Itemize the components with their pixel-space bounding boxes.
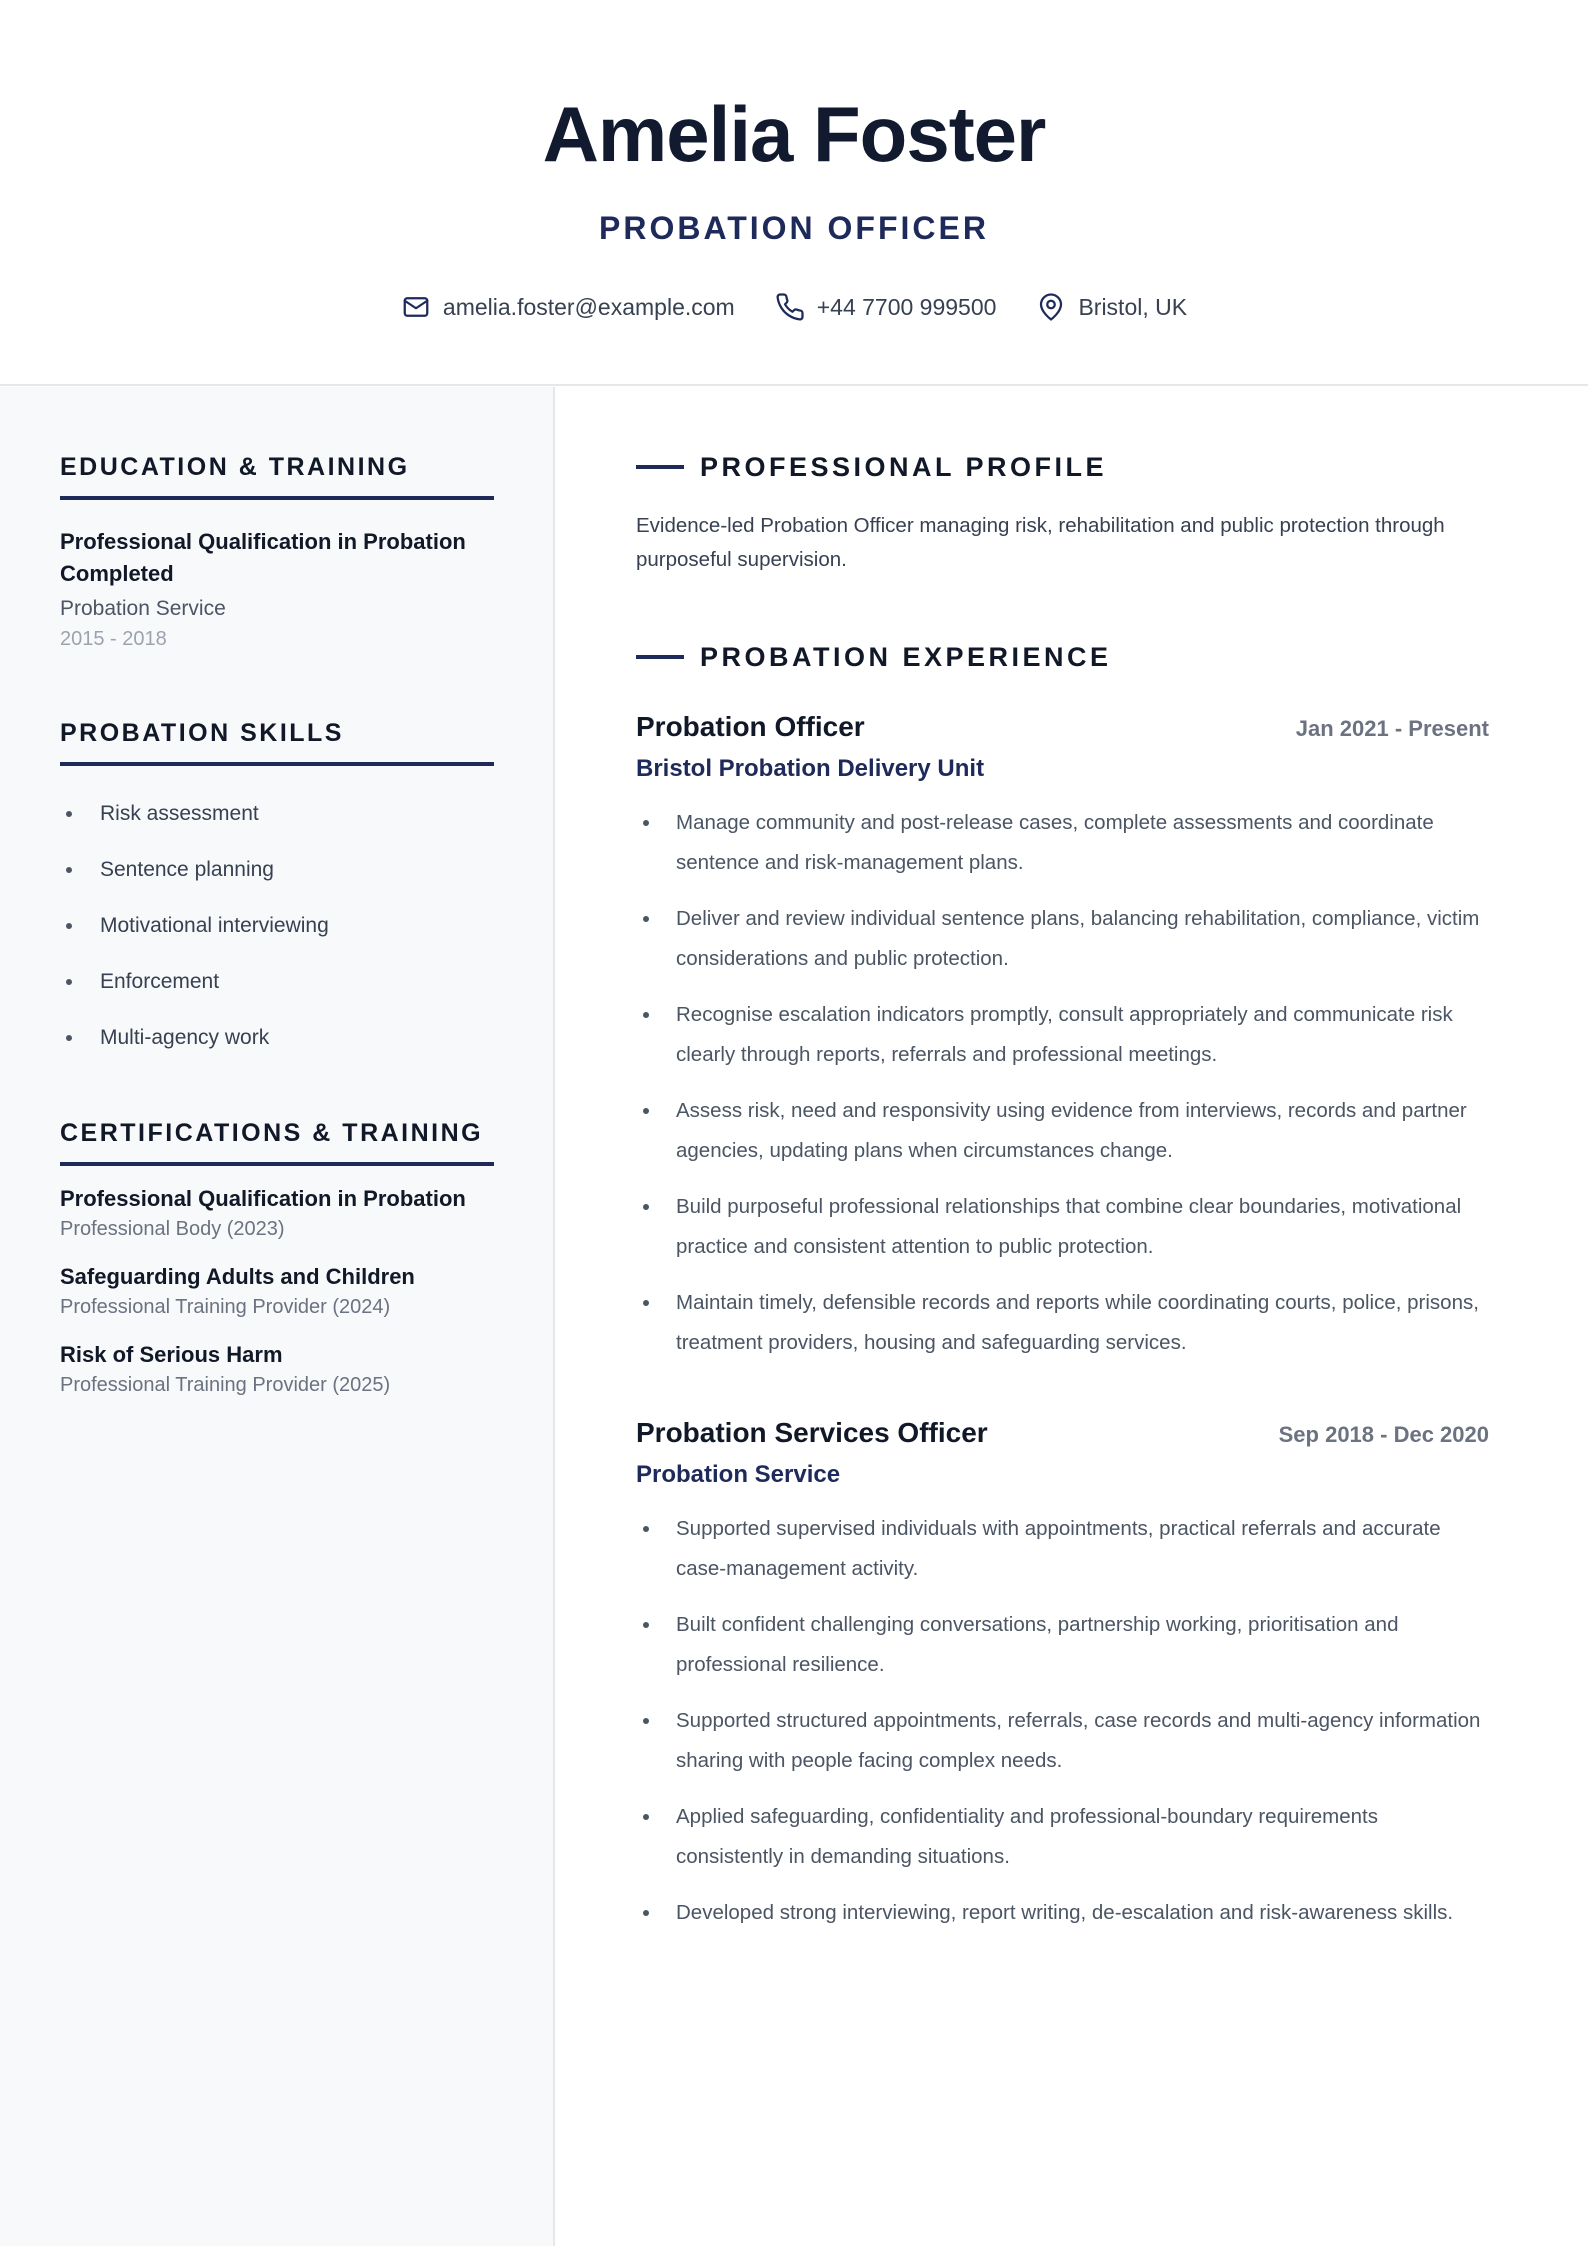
certification-org: Professional Body (2023) xyxy=(60,1218,285,1240)
job-bullets xyxy=(636,1509,1489,1933)
list-item xyxy=(636,803,1489,883)
email-text: amelia.foster@example.com xyxy=(442,294,735,320)
list-item xyxy=(636,899,1489,979)
job-entry xyxy=(636,707,1489,1379)
profile-heading-text: PROFESSIONAL PROFILE xyxy=(700,452,1108,482)
bullet-text: Supported supervised individuals with appointments, practical referrals and accurate case-management activity. xyxy=(676,1517,1441,1580)
bullet-icon xyxy=(643,916,649,922)
heading-bar xyxy=(636,655,684,659)
education-section xyxy=(60,450,494,654)
bullet-text: Recognise escalation indicators promptly, consult appropriately and communicate risk clearly through reports, referrals and professional meetings. xyxy=(676,1003,1453,1066)
bullet-icon xyxy=(643,820,649,826)
list-item xyxy=(636,1893,1489,1933)
certification-item xyxy=(60,1184,494,1244)
certification-item xyxy=(60,1262,494,1322)
certification-name: Professional Qualification in Probation xyxy=(60,1186,466,1211)
main-content xyxy=(557,387,1588,2246)
list-item xyxy=(60,786,494,842)
resume-header xyxy=(0,0,1588,386)
bullet-icon xyxy=(66,867,72,873)
bullet-icon xyxy=(643,1204,649,1210)
contact-phone[interactable] xyxy=(775,290,997,324)
job-company: Probation Service xyxy=(636,1461,841,1488)
list-item xyxy=(636,1701,1489,1781)
certification-name: Risk of Serious Harm xyxy=(60,1342,283,1367)
list-item xyxy=(636,1283,1489,1363)
bullet-icon xyxy=(643,1910,649,1916)
bullet-icon xyxy=(66,923,72,929)
list-item xyxy=(60,842,494,898)
profile-text: Evidence-led Probation Officer managing risk, rehabilitation and public protection through purposeful supervision. xyxy=(636,514,1445,571)
bullet-icon xyxy=(643,1622,649,1628)
job-title: Probation Officer xyxy=(636,711,865,742)
bullet-icon xyxy=(643,1300,649,1306)
skills-heading: PROBATION SKILLS xyxy=(60,716,494,766)
list-item xyxy=(636,995,1489,1075)
bullet-icon xyxy=(66,979,72,985)
education-degree: Professional Qualification in Probation Completed xyxy=(60,529,466,586)
education-heading: EDUCATION & TRAINING xyxy=(60,450,494,500)
certification-org: Professional Training Provider (2025) xyxy=(60,1374,391,1396)
bullet-text: Supported structured appointments, referrals, case records and multi-agency information sharing with people facing complex needs. xyxy=(676,1709,1481,1772)
phone-icon xyxy=(775,292,805,322)
skill-text: Motivational interviewing xyxy=(100,914,329,937)
bullet-text: Applied safeguarding, confidentiality and professional-boundary requirements consistently in demanding situations. xyxy=(676,1805,1378,1868)
bullet-text: Build purposeful professional relationships that combine clear boundaries, motivational practice and consistent attention to public protection. xyxy=(676,1195,1462,1258)
experience-heading-text: PROBATION EXPERIENCE xyxy=(700,642,1112,672)
bullet-text: Deliver and review individual sentence plans, balancing rehabilitation, compliance, victim considerations and public protection. xyxy=(676,907,1480,970)
bullet-icon xyxy=(643,1012,649,1018)
profile-heading xyxy=(636,449,1107,485)
bullet-text: Developed strong interviewing, report writing, de-escalation and risk-awareness skills. xyxy=(676,1901,1454,1924)
bullet-icon xyxy=(66,811,72,817)
skill-text: Sentence planning xyxy=(100,858,274,881)
location-pin-icon xyxy=(1036,292,1066,322)
job-bullets xyxy=(636,803,1489,1363)
skill-text: Multi-agency work xyxy=(100,1026,270,1049)
job-company: Bristol Probation Delivery Unit xyxy=(636,755,985,782)
list-item xyxy=(636,1509,1489,1589)
certification-item xyxy=(60,1340,494,1400)
contact-location xyxy=(1036,290,1187,324)
bullet-icon xyxy=(643,1526,649,1532)
job-dates: Sep 2018 - Dec 2020 xyxy=(1278,1422,1489,1447)
job-entry xyxy=(636,1413,1489,1949)
bullet-text: Maintain timely, defensible records and reports while coordinating courts, police, prisons, treatment providers, housing and safeguarding services. xyxy=(676,1291,1479,1354)
experience-heading xyxy=(636,639,1112,675)
contact-email[interactable] xyxy=(401,290,735,324)
list-item xyxy=(636,1091,1489,1171)
skill-text: Risk assessment xyxy=(100,802,259,825)
bullet-icon xyxy=(643,1814,649,1820)
certifications-heading: CERTIFICATIONS & TRAINING xyxy=(60,1116,494,1166)
bullet-icon xyxy=(643,1108,649,1114)
certification-name: Safeguarding Adults and Children xyxy=(60,1264,415,1289)
bullet-icon xyxy=(66,1035,72,1041)
bullet-text: Manage community and post-release cases, complete assessments and coordinate sentence and risk-management plans. xyxy=(676,811,1434,874)
location-text: Bristol, UK xyxy=(1078,294,1188,320)
list-item xyxy=(60,898,494,954)
job-dates: Jan 2021 - Present xyxy=(1295,716,1489,741)
phone-text: +44 7700 999500 xyxy=(816,294,997,320)
list-item xyxy=(636,1797,1489,1877)
bullet-text: Assess risk, need and responsivity using evidence from interviews, records and partner agencies, updating plans when circumstances change. xyxy=(676,1099,1467,1162)
contact-row xyxy=(0,290,1588,324)
bullet-text: Built confident challenging conversations, partnership working, prioritisation and professional resilience. xyxy=(676,1613,1399,1676)
mail-icon xyxy=(401,292,431,322)
skills-list xyxy=(60,786,494,1066)
candidate-name: Amelia Foster xyxy=(542,90,1046,178)
sidebar xyxy=(0,387,555,2246)
job-title: Probation Services Officer xyxy=(636,1417,988,1448)
certification-org: Professional Training Provider (2024) xyxy=(60,1296,391,1318)
certifications-section xyxy=(60,1116,494,1400)
list-item xyxy=(60,954,494,1010)
education-years: 2015 - 2018 xyxy=(60,628,167,650)
list-item xyxy=(636,1187,1489,1267)
skills-section xyxy=(60,716,494,1066)
skill-text: Enforcement xyxy=(100,970,220,993)
list-item xyxy=(60,1010,494,1066)
list-item xyxy=(636,1605,1489,1685)
heading-bar xyxy=(636,465,684,469)
bullet-icon xyxy=(643,1718,649,1724)
education-school: Probation Service xyxy=(60,597,226,620)
job-title-heading: PROBATION OFFICER xyxy=(599,210,989,246)
